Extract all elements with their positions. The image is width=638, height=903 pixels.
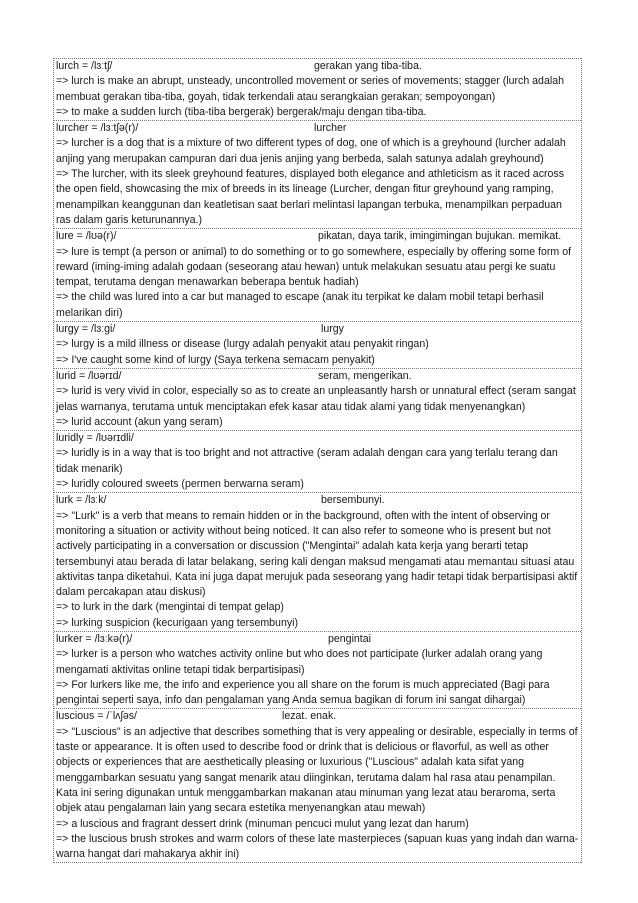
entry-meaning: pikatan, daya tarik, imingimingan bujukan. memikat. <box>318 230 562 243</box>
entry-head <box>56 493 579 508</box>
entry-line: => the luscious brush strokes and warm colors of these late masterpieces (sapuan kuas yang indah dan warna-warna hangat dari mahakarya akhir ini) <box>56 832 579 861</box>
entry-line: => the child was lured into a car but managed to escape (anak itu terpikat ke dalam mobil tetapi berhasil melarikan diri) <box>56 291 544 319</box>
entry-lurk <box>54 492 581 631</box>
entry-line: => luridly coloured sweets (permen berwarna seram) <box>56 478 304 491</box>
entry-word: lurid = /lʊərɪd/ <box>56 369 122 382</box>
entry-meaning: lurcher <box>314 122 347 135</box>
entry-lurker <box>54 631 581 708</box>
entry-line: => lurid is very vivid in color, especially so as to create an unpleasantly harsh or unnatural effect (seram sangat jelas warnanya, terutama untuk menciptakan efek kasar atau tidak alami yang tidak menyenangkan) <box>56 385 576 413</box>
entry-line: => "Lurk" is a verb that means to remain hidden or in the background, often with the intent of observing or monitoring a situation or activity without being noticed. It can also refer to someone who is present but not actively participating in a conversation or discussion ("Mengintai" adalah kata kerja yang berarti tetap tersembunyi atau berada di latar belakang, sering kali dengan maksud mengamati atau memantau situasi atau aktivitas tanpa diketahui. Kata ini juga dapat merujuk pada seseorang yang hadir tetapi tidak berpartisipasi aktif dalam percakapan atau diskusi) <box>56 509 578 599</box>
entry-lurcher <box>54 120 581 228</box>
entry-line: => a luscious and fragrant dessert drink (minuman pencuci mulut yang lezat dan harum) <box>56 817 469 830</box>
entry-word: lurch = /lɜːtʃ/ <box>56 60 113 72</box>
entry-meaning: lurgy <box>321 323 344 336</box>
entry-line: => I've caught some kind of lurgy (Saya terkena semacam penyakit) <box>56 353 375 366</box>
entry-meaning: bersembunyi. <box>321 494 385 507</box>
entry-lure <box>54 228 581 321</box>
entry-line: => lurgy is a mild illness or disease (lurgy adalah penyakit atau penyakit ringan) <box>56 338 429 351</box>
entry-luscious <box>54 708 581 863</box>
entry-head <box>56 369 579 384</box>
entry-line: => lurch is make an abrupt, unsteady, uncontrolled movement or series of movements; stagger (lurch adalah membuat gerakan tiba-tiba, goyah, tidak terkendali atau serangkaian gerakan; sempoyongan) <box>56 75 564 103</box>
entry-head <box>56 632 579 647</box>
entry-head <box>56 229 579 244</box>
entry-head <box>56 121 579 136</box>
entry-word: luscious = /ˈlʌʃəs/ <box>56 710 137 723</box>
entry-meaning: seram, mengerikan. <box>318 369 412 382</box>
glossary-sheet <box>53 58 582 863</box>
entry-luridly <box>54 430 581 492</box>
entry-lurch <box>54 58 581 120</box>
entry-head <box>56 431 579 446</box>
entry-line: => to make a sudden lurch (tiba-tiba bergerak) bergerak/maju dengan tiba-tiba. <box>56 105 427 118</box>
entry-line: => lurking suspicion (kecurigaan yang tersembunyi) <box>56 616 299 629</box>
entry-word: lure = /lʊə(r)/ <box>56 230 117 243</box>
entry-meaning: gerakan yang tiba-tiba. <box>314 60 422 72</box>
entry-word: lurker = /lɜːkə(r)/ <box>56 632 133 645</box>
entry-line: => lurcher is a dog that is a mixture of two different types of dog, one of which is a greyhound (lurcher adalah anjing yang merupakan campuran dari dua jenis anjing yang berbeda, salah satunya adalah greyhound) <box>56 137 566 165</box>
entry-line: => The lurcher, with its sleek greyhound features, displayed both elegance and athleticism as it raced across the open field, showcasing the mix of breeds in its lineage (Lurcher, dengan fitur greyhound yang ramping, menampilkan keanggunan dan keatletisan saat berlari melintasi lapangan terbuka, menampilkan perpaduan ras dalam garis keturunannya.) <box>56 168 565 226</box>
entry-line: => lure is tempt (a person or animal) to do something or to go somewhere, especially by offering some form of reward (iming-iming adalah godaan (seseorang atau hewan) untuk melakukan sesuatu atau pergi ke suatu tempat, terutama dengan menawarkan beberapa bentuk hadiah) <box>56 245 572 289</box>
entry-line: => For lurkers like me, the info and experience you all share on the forum is much appreciated (Bagi para pengintai seperti saya, info dan pengalaman yang Anda semua bagikan di forum ini sangat dihargai) <box>56 678 550 707</box>
entry-meaning: pengintai <box>328 632 372 645</box>
entry-line: => lurker is a person who watches activity online but who does not participate (lurker adalah orang yang mengamati aktivitas online tetapi tidak berpartisipasi) <box>56 648 543 676</box>
entry-lurgy <box>54 321 581 368</box>
entry-line: => luridly is in a way that is too bright and not attractive (seram adalah dengan cara yang terlalu terang dan tidak menarik) <box>56 447 558 475</box>
entry-word: lurgy = /lɜːgi/ <box>56 323 116 336</box>
entry-line: => lurid account (akun yang seram) <box>56 415 223 428</box>
entry-meaning: lezat. enak. <box>282 710 337 723</box>
entry-line: => "Luscious" is an adjective that describes something that is very appealing or desirable, especially in terms of taste or appearance. It is often used to describe food or drink that is delicious or flavorful, as well as other objects or experiences that are aesthetically pleasing or luxurious ("Luscious" adalah kata sifat yang menggambarkan sesuatu yang sangat menarik atau diinginkan, terutama dalam hal rasa atau penampilan. Kata ini sering digunakan untuk menggambarkan makanan atau minuman yang lezat atau beraroma, serta objek atau pengalaman lain yang secara estetika menyenangkan atau mewah) <box>56 725 578 815</box>
entry-word: luridly = /lʊərɪdli/ <box>56 432 134 445</box>
entry-head <box>56 709 579 724</box>
entry-line: => to lurk in the dark (mengintai di tempat gelap) <box>56 601 284 614</box>
entry-head <box>56 59 579 74</box>
entry-word: lurcher = /lɜːtʃə(r)/ <box>56 122 139 135</box>
entry-head <box>56 322 579 337</box>
entry-word: lurk = /lɜːk/ <box>56 494 107 507</box>
entry-lurid <box>54 368 581 430</box>
